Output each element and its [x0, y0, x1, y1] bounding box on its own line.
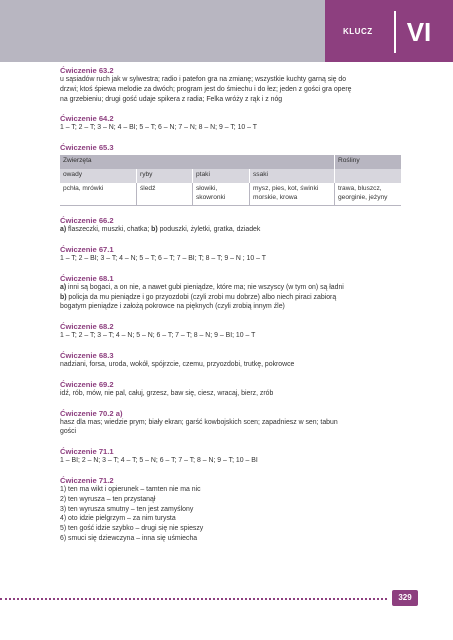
exercise-answer-line: hasz dla mas; wiedzie prym; biały ekran; garść kowbojskich scen; zapadniesz w sen; tabun	[60, 418, 338, 426]
exercise-title: Ćwiczenie 67.1	[60, 244, 114, 254]
table-cell	[192, 183, 249, 206]
option-text: flaszeczki, muszki, chatka;	[66, 226, 152, 234]
option-text: policja da mu pieniądze i go przyozdobi (czyli zrobi mu dobrze) albo niech piraci zabiorą	[66, 293, 337, 301]
page-number-badge: 329	[392, 590, 418, 606]
exercise-answer: 1 – T; 2 – T; 3 – N; 4 – BI; 5 – T; 6 – N; 7 – N; 8 – N; 9 – T; 10 – T	[60, 124, 258, 132]
answer-key-content	[60, 66, 401, 554]
exercise-71-2	[60, 476, 401, 544]
option-label: b)	[60, 293, 67, 301]
exercise-answer-line: drzwi; ktoś śpiewa melodie za dwóch; program jest do śmiechu i do łez; jeden z gości gra operę	[60, 85, 352, 93]
exercise-answer: 1 – T; 2 – T; 3 – T; 4 – N; 5 – N; 6 – T; 7 – T; 8 – N; 9 – BI; 10 – T	[60, 332, 256, 340]
table-cell-line: mysz, pies, kot, świnki	[253, 185, 319, 193]
exercise-answer-line: 3) ten wyrusza smutny – ten jest zamyślony	[60, 505, 194, 513]
exercise-title: Ćwiczenie 70.2 a)	[60, 408, 123, 418]
exercise-title: Ćwiczenie 69.2	[60, 379, 114, 389]
table-group-header-animals: Zwierzęta	[60, 155, 334, 169]
exercise-title: Ćwiczenie 68.1	[60, 273, 114, 283]
table-subheader-empty	[334, 169, 401, 183]
exercise-answer-line: 2) ten wyrusza – ten przystanął	[60, 495, 156, 503]
table-cell	[136, 183, 192, 206]
exercise-65-3	[60, 143, 401, 206]
exercise-title: Ćwiczenie 64.2	[60, 114, 114, 124]
footer-dotted-rule	[0, 598, 387, 600]
exercise-title: Ćwiczenie 66.2	[60, 216, 114, 226]
exercise-answer: 1 – T; 2 – BI; 3 – T; 4 – N; 5 – T; 6 – T; 7 – BI; T; 8 – T; 9 – N ; 10 – T	[60, 254, 266, 262]
exercise-71-1	[60, 447, 401, 466]
exercise-answer: 1 – BI; 2 – N; 3 – T; 4 – T; 5 – N; 6 – T; 7 – T; 8 – N; 9 – T; 10 – BI	[60, 457, 258, 465]
exercise-title: Ćwiczenie 68.3	[60, 350, 114, 360]
exercise-66-2	[60, 216, 401, 235]
exercise-title: Ćwiczenie 65.3	[60, 143, 114, 153]
chapter-number: VI	[394, 11, 442, 53]
option-label: b)	[151, 226, 158, 234]
table-subheader: ptaki	[192, 169, 249, 183]
exercise-answer-line: na grzebieniu; drugi gość udaje spikera z radia; Felka wróży z rąk i z nóg	[60, 95, 283, 103]
exercise-title: Ćwiczenie 68.2	[60, 322, 114, 332]
exercise-answer-line: 5) ten gość idzie szybko – drugi się nie spieszy	[60, 525, 204, 533]
table-cell-line: pchła, mrówki	[63, 185, 104, 193]
table-subheader: owady	[60, 169, 136, 183]
exercise-answer-line: 6) smuci się dziewczyna – inna się uśmiecha	[60, 534, 198, 542]
exercise-63-2	[60, 66, 401, 104]
exercise-answer-line: bogatym pieniądze i założą pokrowce na pięknych (czyli zrobią innym źle)	[60, 303, 285, 311]
exercise-answer: idź, rób, mów, nie pal, całuj, grzesz, baw się, ciesz, wracaj, bierz, zrób	[60, 389, 274, 397]
exercise-answer-line: 4) oto idzie pielgrzym – za nim turysta	[60, 515, 176, 523]
table-cell-line: śledź	[140, 185, 156, 193]
exercise-64-2	[60, 114, 401, 133]
header-title: KLUCZ	[343, 27, 373, 36]
exercise-68-1	[60, 274, 401, 312]
classification-table	[60, 155, 401, 206]
option-label: a)	[60, 226, 67, 234]
exercise-answer: nadziani, forsa, uroda, wokół, spójrzcie, czemu, przyozdobi, trutkę, pokrowce	[60, 360, 295, 368]
exercise-70-2	[60, 409, 401, 438]
option-text: inni są bogaci, a on nie, a nawet gubi pieniądze, które ma; nie wszyscy (w tym on) są ładni	[66, 283, 344, 291]
exercise-68-2	[60, 322, 401, 341]
exercise-answer-line: 1) ten ma wikt i opierunek – tamten nie ma nic	[60, 485, 201, 493]
table-cell	[334, 183, 401, 206]
exercise-title: Ćwiczenie 63.2	[60, 66, 114, 75]
exercise-69-2	[60, 380, 401, 399]
exercise-67-1	[60, 245, 401, 264]
exercise-title: Ćwiczenie 71.1	[60, 447, 114, 457]
table-subheader: ryby	[136, 169, 192, 183]
table-subheader: ssaki	[249, 169, 334, 183]
table-cell-line: georginie, jeżyny	[338, 193, 388, 201]
exercise-title: Ćwiczenie 71.2	[60, 475, 114, 485]
table-cell-line: trawa, bluszcz,	[338, 185, 382, 193]
exercise-answer-line: gości	[60, 428, 77, 436]
table-cell	[60, 183, 136, 206]
table-cell	[249, 183, 334, 206]
table-cell-line: morskie, krowa	[253, 193, 298, 201]
option-label: a)	[60, 283, 67, 291]
exercise-answer-line	[60, 293, 401, 303]
exercise-answer	[60, 225, 401, 235]
exercise-68-3	[60, 351, 401, 370]
option-text: poduszki, żyletki, gratka, dziadek	[157, 226, 261, 234]
exercise-answer-line: u sąsiadów ruch jak w sylwestra; radio i patefon gra na zmianę; wszystkie kuchty garną się do	[60, 76, 347, 83]
exercise-answer-line	[60, 283, 401, 293]
table-group-header-plants: Rośliny	[334, 155, 401, 169]
table-cell-line: skowronki	[196, 193, 226, 201]
table-cell-line: słowiki,	[196, 185, 218, 193]
